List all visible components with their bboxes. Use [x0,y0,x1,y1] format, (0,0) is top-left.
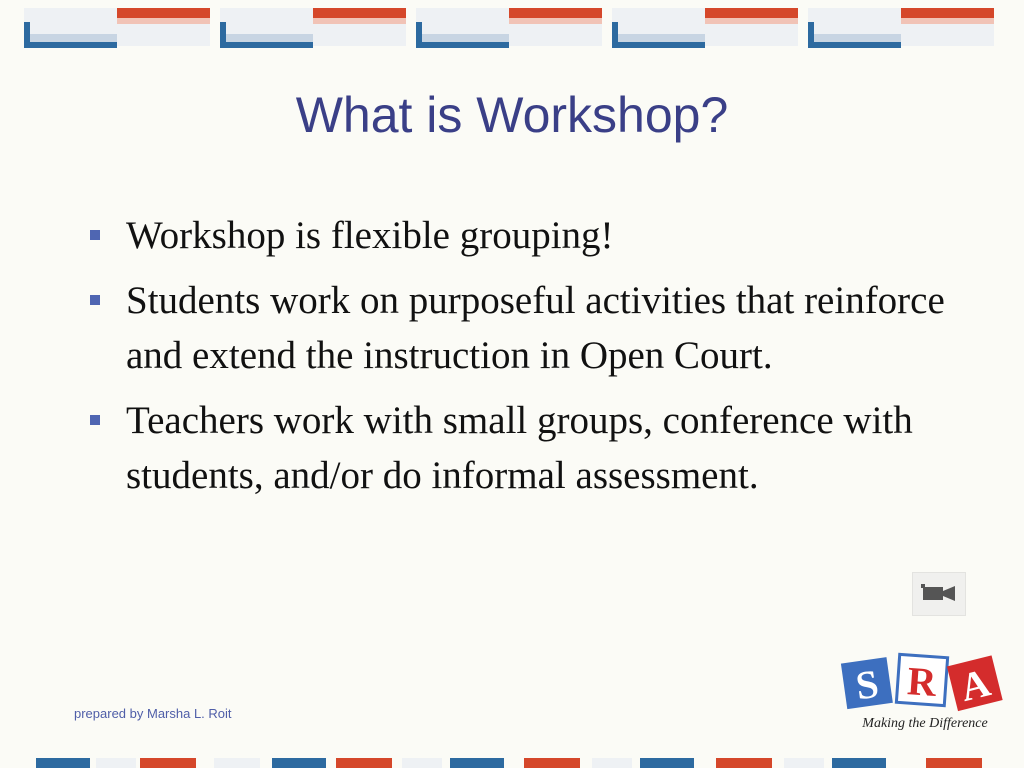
band-segment [612,8,798,48]
bullet-item [82,208,962,263]
band-segment [808,8,994,48]
bullet-item [82,273,962,383]
square-bullet-icon [90,415,100,425]
band-segment [416,8,602,48]
square-bullet-icon [90,295,100,305]
footer-credit: prepared by Marsha L. Roit [74,706,232,721]
bullet-text: Students work on purposeful activities that reinforce and extend the instruction in Open Court. [126,279,945,377]
logo-letter: A [955,659,995,711]
video-camera-icon [921,583,957,605]
bullet-text: Workshop is flexible grouping! [126,214,614,257]
logo-letter: R [905,658,938,705]
video-play-button[interactable] [912,572,966,616]
logo-letter: S [852,660,882,709]
bullet-list [82,208,962,513]
logo-tagline: Making the Difference [862,716,988,731]
bottom-decorative-band [0,758,1024,768]
slide-title: What is Workshop? [295,87,729,143]
bullet-text: Teachers work with small groups, conference with students, and/or do informal assessment. [126,399,913,497]
top-decorative-band [24,8,1000,48]
square-bullet-icon [90,230,100,240]
bullet-item [82,393,962,503]
band-segment [220,8,406,48]
band-segment [24,8,210,48]
